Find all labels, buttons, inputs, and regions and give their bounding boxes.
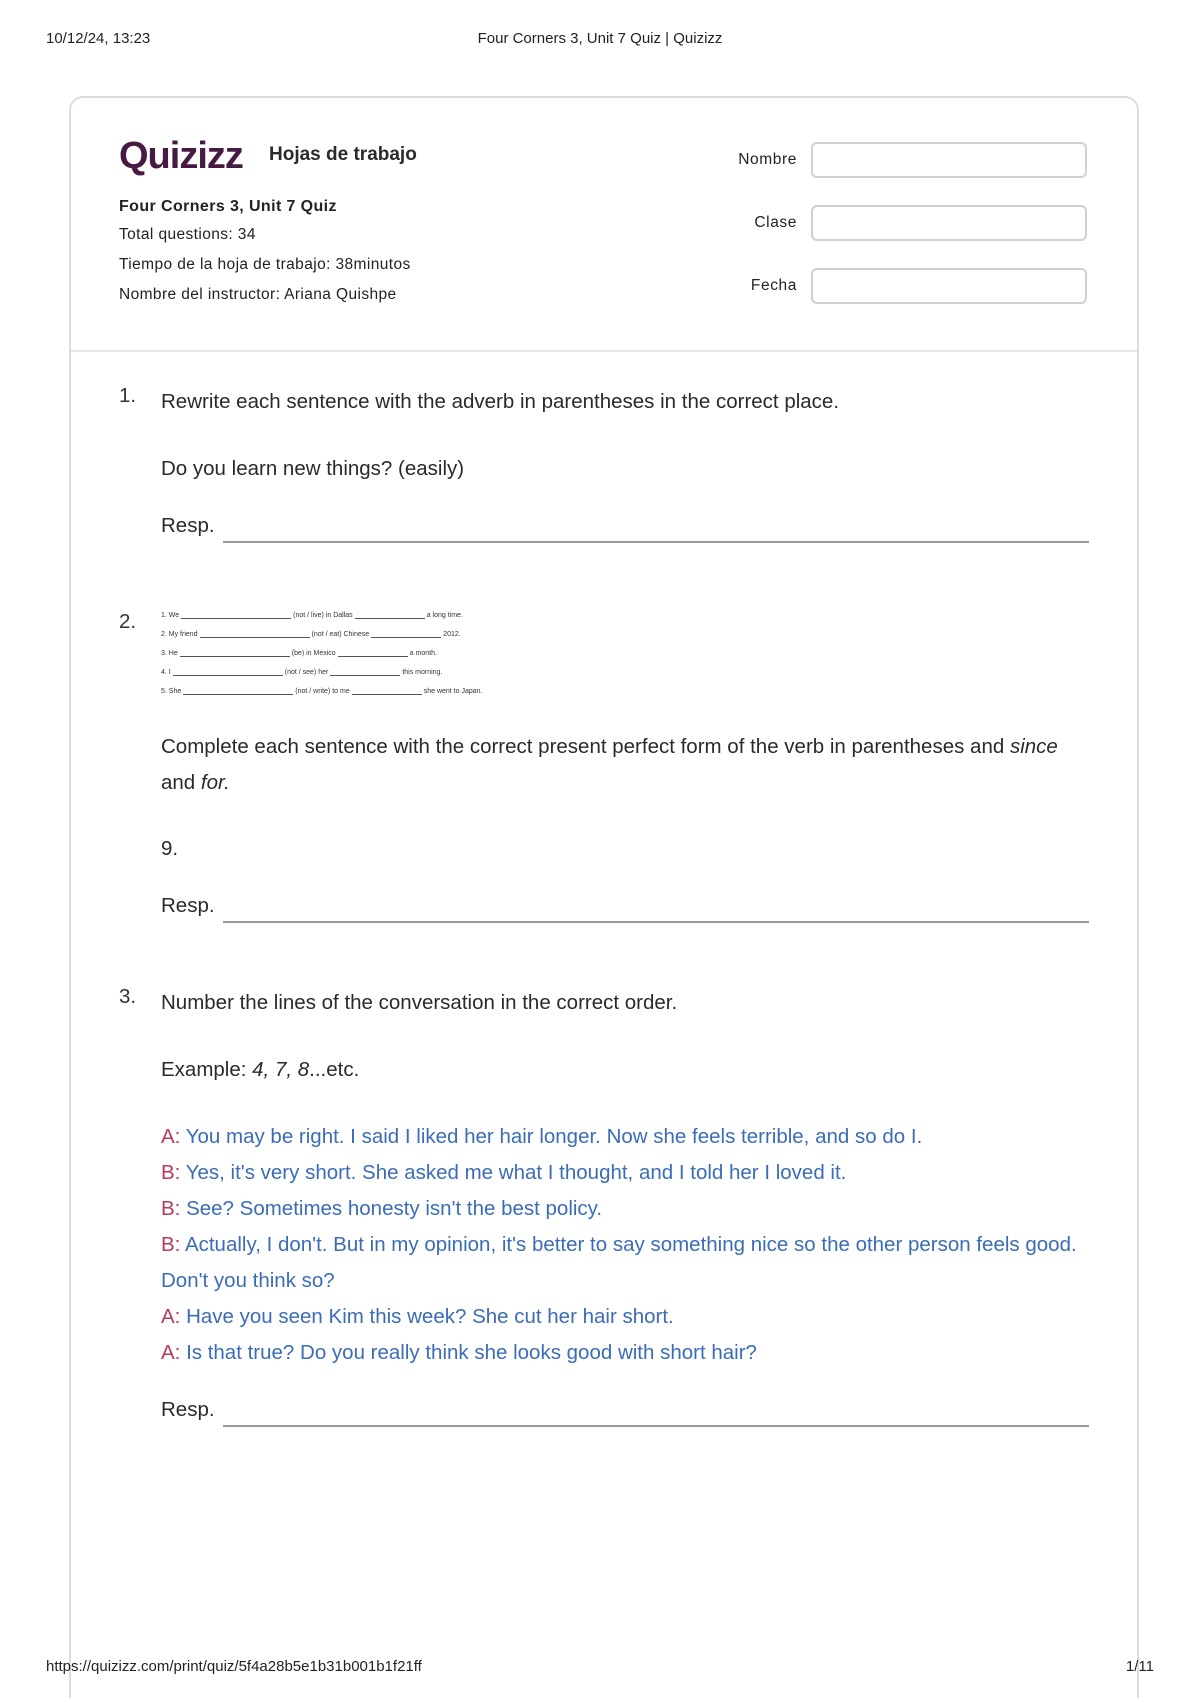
logo-wordmark: Quizizz [119, 135, 243, 176]
total-questions: Total questions: 34 [119, 226, 256, 243]
conversation-line: B: Actually, I don't. But in my opinion, it's better to say something nice so the other person feels good. Don't you think so? [161, 1233, 1077, 1292]
date-input[interactable] [811, 268, 1087, 304]
name-label: Nombre [738, 151, 797, 168]
question-prompt: Complete each sentence with the correct present perfect form of the verb in parentheses and since and for. [161, 735, 1058, 794]
response-row [161, 893, 1089, 919]
quiz-meta [119, 198, 411, 316]
instructor-name: Nombre del instructor: Ariana Quishpe [119, 286, 397, 303]
question-number: 1. [119, 384, 137, 407]
response-label: Resp. [161, 894, 215, 917]
class-input[interactable] [811, 205, 1087, 241]
question-2 [119, 610, 1089, 919]
response-line[interactable] [223, 1407, 1089, 1427]
response-line[interactable] [223, 523, 1089, 543]
worksheet-subtitle: Hojas de trabajo [269, 144, 417, 165]
quiz-title: Four Corners 3, Unit 7 Quiz [119, 198, 337, 215]
print-title: Four Corners 3, Unit 7 Quiz | Quizizz [477, 30, 723, 47]
worksheet-header [71, 98, 1137, 352]
date-field-row [738, 268, 1087, 304]
conversation-line: A: You may be right. I said I liked her hair longer. Now she feels terrible, and so do I. [161, 1125, 923, 1148]
response-line[interactable] [223, 903, 1089, 923]
response-row [161, 1397, 1089, 1423]
question-prompt: Number the lines of the conversation in the correct order. [161, 991, 678, 1014]
brand-row [119, 134, 417, 176]
question-image [161, 610, 541, 705]
question-number: 3. [119, 985, 137, 1008]
name-field-row [738, 142, 1087, 178]
conversation-lines [161, 1119, 1089, 1371]
print-header [46, 30, 1154, 50]
student-fields [738, 142, 1087, 331]
image-line: 5. She (not / write) to me she went to Japan. [161, 688, 483, 695]
conversation-line: B: Yes, it's very short. She asked me what I thought, and I told her I loved it. [161, 1161, 847, 1184]
print-url: https://quizizz.com/print/quiz/5f4a28b5e1b31b001b1f21ff [46, 1658, 422, 1675]
page-number: 1/11 [1125, 1658, 1154, 1675]
image-line: 3. He (be) in Mexico a month. [161, 650, 437, 657]
conversation-line: B: See? Sometimes honesty isn't the best policy. [161, 1197, 603, 1220]
question-prompt: Rewrite each sentence with the adverb in parentheses in the correct place. [161, 390, 840, 413]
class-field-row [738, 205, 1087, 241]
conversation-line: A: Have you seen Kim this week? She cut her hair short. [161, 1305, 674, 1328]
answer-hint: 9. [161, 837, 179, 860]
image-line: 4. I (not / see) her this morning. [161, 669, 443, 676]
question-3 [119, 985, 1089, 1423]
class-label: Clase [754, 214, 797, 231]
response-label: Resp. [161, 514, 215, 537]
response-row [161, 513, 1089, 539]
worksheet [69, 96, 1139, 1698]
image-line: 1. We (not / live) in Dallas a long time. [161, 612, 463, 619]
worksheet-time: Tiempo de la hoja de trabajo: 38minutos [119, 256, 411, 273]
name-input[interactable] [811, 142, 1087, 178]
question-sentence: Do you learn new things? (easily) [161, 457, 465, 480]
question-1 [119, 384, 1089, 539]
print-date: 10/12/24, 13:23 [46, 30, 151, 47]
date-label: Fecha [750, 277, 797, 294]
question-number: 2. [119, 610, 137, 633]
response-label: Resp. [161, 1398, 215, 1421]
print-footer [46, 1658, 1154, 1678]
conversation-line: A: Is that true? Do you really think she looks good with short hair? [161, 1341, 757, 1364]
example-text: Example: 4, 7, 8...etc. [161, 1058, 360, 1081]
quizizz-logo [119, 134, 259, 176]
image-line: 2. My friend (not / eat) Chinese 2012. [161, 631, 461, 638]
